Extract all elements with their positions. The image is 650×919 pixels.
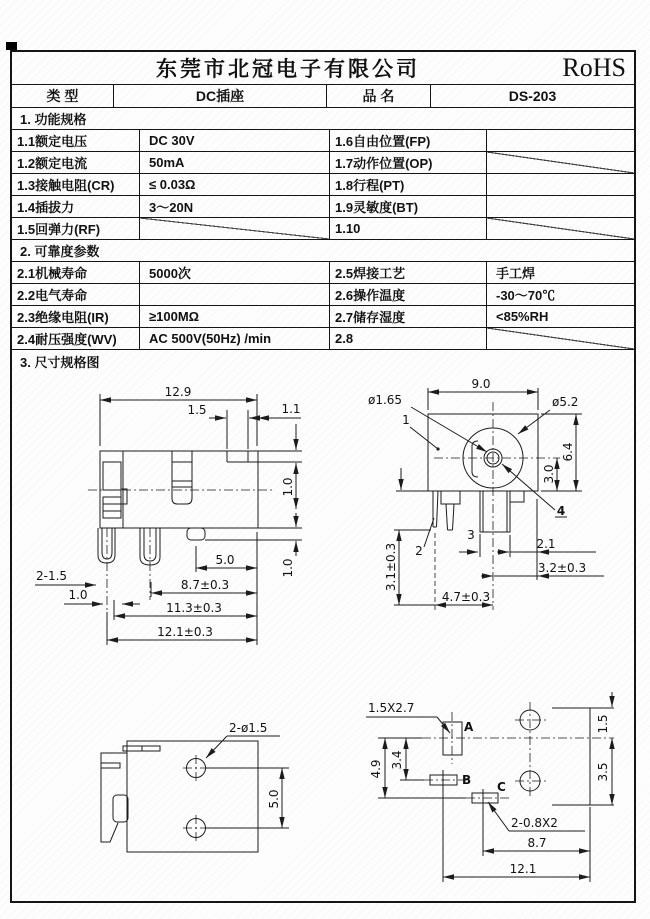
dim-left-outer: 4.9 [369,759,383,779]
value-cell: ≤ 0.03Ω [140,174,330,195]
section3-title: 3. 尺寸规格图 [20,354,100,370]
label-cell: 2.5焊接工艺 [330,262,487,283]
note-pins: 2-1.5 [36,569,68,583]
dim-step-lower: 1.0 [281,558,295,578]
value-cell: 50mA [140,152,330,173]
dim-barrel-dia: ø5.2 [552,395,579,409]
dim-pin-dia: ø1.65 [368,393,403,407]
ref-label-c: C [497,780,506,794]
label-cell: 2.8 [330,328,487,349]
value-cell: 5000次 [140,262,330,283]
value-cell: 手工焊 [496,266,536,281]
label-cell: 1.7动作位置(OP) [330,152,487,173]
ref-label-3: 3 [467,528,475,542]
dim-pin-width: 1.0 [68,588,88,602]
dim-notch: 1.5 [187,403,207,417]
ref-label-a: A [464,720,474,734]
value-cell: <85%RH [496,309,549,324]
label-cell: 1.1额定电压 [12,130,140,151]
drawing-pcb-layout [366,692,614,882]
dim-step-upper: 1.0 [281,477,295,497]
dim-pin-edge: 2.1 [536,537,556,551]
label-cell: 1.5回弹力(RF) [12,218,140,239]
rohs-badge: RoHS [562,53,626,82]
section2-title: 2. 可靠度参数 [20,244,100,259]
value-cell: 3～20N [140,196,330,217]
dim-pin-pitch: 4.7±0.3 [441,590,491,604]
label-cell: 1.4插拔力 [12,196,140,217]
label-cell: 2.7储存湿度 [330,306,487,327]
dim-bottom-outer: 12.1 [509,862,537,876]
ref-label-4: 4 [556,504,566,518]
ref-label-b: B [462,773,472,787]
dim-body-height: 6.4 [561,442,575,462]
dim-right-bottom: 3.5 [596,762,610,782]
dim-edge: 1.1 [281,402,301,416]
label-cell: 2.1机械寿命 [12,262,140,283]
label-cell: 2.3绝缘电阻(IR) [12,306,140,327]
note-holes: 2-ø1.5 [229,721,268,735]
dim-pin3-span: 5.0 [215,553,235,567]
drawing-side-view [35,385,302,645]
label-cell: 1.2额定电流 [12,152,140,173]
label-cell: 1.10 [330,218,487,239]
value-cell: -30～70℃ [496,288,556,303]
label-cell: 1.9灵敏度(BT) [330,196,487,217]
label-cell: 2.6操作温度 [330,284,487,305]
dim-hole-pitch: 5.0 [267,789,281,809]
label-cell: 2.2电气寿命 [12,284,140,305]
dim-center-height: 3.0 [542,464,556,484]
part-name-value: DS-203 [508,88,557,104]
note-pads: 2-0.8X2 [511,816,558,830]
label-cell: 1.8行程(PT) [330,174,487,195]
label-cell: 2.4耐压强度(WV) [12,328,140,349]
ref-label-1: 1 [402,413,410,427]
dim-pin-center: 3.2±0.3 [537,561,587,575]
note-pad-a: 1.5X2.7 [368,701,415,715]
label-cell: 1.6自由位置(FP) [330,130,487,151]
ref-label-2: 2 [415,544,423,558]
label-cell: 1.3接触电阻(CR) [12,174,140,195]
dim-left-inner: 3.4 [390,750,404,770]
company-name: 东莞市北冠电子有限公司 [156,57,420,81]
dim-overall-top: 12.9 [164,385,192,399]
dim-right-top: 1.5 [596,714,610,734]
type-label: 类 型 [12,85,114,107]
dim-pin2-span: 8.7±0.3 [180,578,230,592]
dim-bottom-inner: 8.7 [527,836,547,850]
value-cell: AC 500V(50Hz) /min [140,328,330,349]
value-cell: ≥100MΩ [140,306,330,327]
drawing-front-view [368,377,604,610]
part-name-label: 品 名 [327,85,431,107]
dim-body-width: 9.0 [471,377,491,391]
dim-overall-bottom: 12.1±0.3 [157,625,213,639]
drawing-bottom-view [101,721,289,852]
dim-pin1-span: 11.3±0.3 [166,601,222,615]
section1-title: 1. 功能规格 [20,112,87,127]
value-cell: DC 30V [140,130,330,151]
type-value: DC插座 [114,85,327,107]
dim-pin-length: 3.1±0.3 [384,542,398,592]
